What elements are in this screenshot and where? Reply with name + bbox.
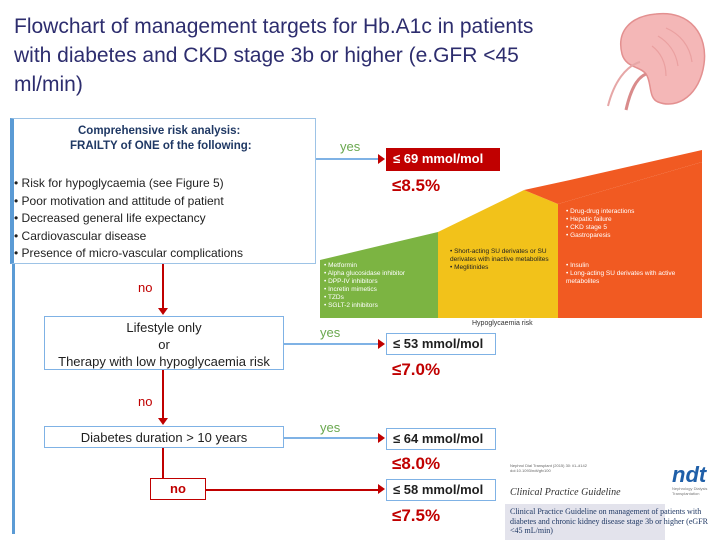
no-box: no [150, 478, 206, 500]
target-pct-4: ≤7.5% [392, 506, 441, 525]
risk-factor-list [14, 175, 314, 263]
green-drug-item: • Metformin [324, 262, 444, 270]
green-drug-item: • SGLT-2 inhibitors [324, 302, 444, 310]
orange-condition-item: • Gastroparesis [566, 232, 686, 240]
lifestyle-line3: Therapy with low hypoglycaemia risk [58, 354, 270, 369]
risk-factor-item: • Decreased general life expectancy [14, 210, 314, 228]
left-connector-line [12, 264, 15, 534]
green-zone-drugs [324, 262, 444, 310]
target-mmol-1: ≤ 69 mmol/mol [386, 148, 500, 171]
no-label-2: no [138, 394, 153, 409]
kidney-illustration [596, 6, 716, 116]
lifestyle-line2: or [158, 337, 170, 352]
no-label-1: no [138, 280, 153, 295]
green-drug-item: • DPP-IV inhibitors [324, 278, 444, 286]
arrow-down-icon [158, 308, 168, 315]
arrow-down-icon [158, 418, 168, 425]
risk-factor-item: • Cardiovascular disease [14, 228, 314, 246]
green-drug-item: • TZDs [324, 294, 444, 302]
yes-label-2: yes [320, 325, 341, 340]
no-connector-3 [162, 448, 164, 478]
cpg-label: Clinical Practice Guideline [510, 487, 621, 498]
journal-reference: Nephrol Dial Transplant (2015) 30: ii1–ii142 doi:10.1093/ndt/gfv100 [510, 463, 587, 473]
orange-drug-item: • Long-acting SU derivates with active metabolites [566, 270, 686, 286]
green-drug-item: • Alpha glucosidase inhibitor [324, 270, 444, 278]
risk-heading-line2: FRAILTY of ONE of the following: [70, 140, 252, 152]
target-mmol-2: ≤ 53 mmol/mol [386, 333, 496, 355]
no-connector-2 [162, 370, 164, 420]
ndt-logo: ndt [672, 462, 707, 487]
orange-drug-item: • Insulin [566, 262, 686, 270]
ndt-logo-subtitle: Nephrology Dialysis Transplantation [672, 486, 708, 496]
orange-zone-conditions [566, 208, 686, 240]
hypoglycaemia-risk-label: Hypoglycaemia risk [472, 320, 533, 327]
no-connector-1 [162, 264, 164, 310]
arrow-right-icon [378, 484, 385, 494]
target-pct-2: ≤7.0% [392, 360, 441, 379]
orange-condition-item: • Hepatic failure [566, 216, 686, 224]
target-pct-1: ≤8.5% [392, 176, 441, 195]
yes-connector-3 [284, 437, 380, 439]
risk-factor-item: • Risk for hypoglycaemia (see Figure 5) [14, 175, 314, 193]
risk-heading-line1: Comprehensive risk analysis: [78, 125, 241, 137]
orange-condition-item: • Drug-drug interactions [566, 208, 686, 216]
arrow-right-icon [378, 433, 385, 443]
green-drug-item: • Incretin mimetics [324, 286, 444, 294]
target-mmol-3: ≤ 64 mmol/mol [386, 428, 496, 450]
yes-connector-2 [284, 343, 380, 345]
risk-analysis-heading [70, 124, 290, 154]
cpg-title: Clinical Practice Guideline on management of patients with diabetes and chronic kidney disease stage 3b or higher (eGFR <45 mL/min) [510, 507, 708, 535]
orange-zone-drugs [566, 262, 686, 286]
no-connector-4 [206, 489, 380, 491]
risk-factor-item: • Poor motivation and attitude of patient [14, 193, 314, 211]
target-mmol-4: ≤ 58 mmol/mol [386, 479, 496, 501]
yes-label-3: yes [320, 420, 341, 435]
slide-title: Flowchart of management targets for Hb.A1c in patients with diabetes and CKD stage 3b or higher (e.GFR <45 ml/min) [14, 15, 534, 96]
arrow-right-icon [378, 339, 385, 349]
target-pct-3: ≤8.0% [392, 454, 441, 473]
yellow-zone-drugs [450, 248, 550, 272]
diabetes-duration-box: Diabetes duration > 10 years [44, 426, 284, 448]
lifestyle-line1: Lifestyle only [126, 320, 202, 335]
yes-label-1: yes [340, 139, 361, 154]
lifestyle-box [44, 316, 284, 370]
yellow-drug-item: • Short-acting SU derivates or SU derivates with inactive metabolites [450, 248, 550, 264]
risk-factor-item: • Presence of micro-vascular complications [14, 245, 314, 263]
orange-condition-item: • CKD stage 5 [566, 224, 686, 232]
yellow-drug-item: • Meglitinides [450, 264, 550, 272]
